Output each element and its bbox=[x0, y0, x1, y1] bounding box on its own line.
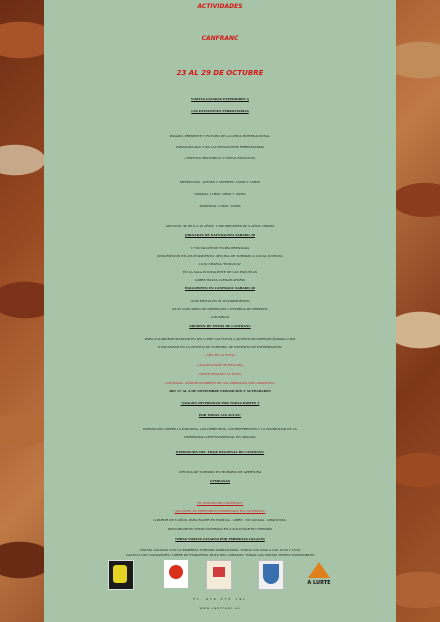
archivo-line2: O ESCANEAR EN LA OFICINA DE TURISMO, SE NECESITA DE INFORMACIÓN: bbox=[157, 345, 283, 349]
halloween-line2: 00.00 CONCURSO DE DISFRACES Y ENTREGA DE PREMIOS bbox=[172, 307, 268, 311]
archivo-line6: --OPCIONAL: AÑADIR NOMBRES DE LAS PERSONAS QUE APARECEN-- bbox=[163, 381, 277, 385]
pasado-line3: ( EDIFICIO HISTÓRICO Y NUEVA ESTACIÓN) bbox=[184, 156, 256, 160]
expo-line1: EXPOSICIÓN SOBRE LA HISTORIA, LOS DERECHOS, LOS REFERENTES Y LA VISIBILIDAD DE LA bbox=[143, 427, 297, 431]
jornadas-line3: 19:30 CHARLA "BONQUIA" bbox=[198, 262, 242, 266]
gymkanas-line1: "EL ENIGMA DE CANFRANC" bbox=[196, 501, 244, 505]
traje-title: EXPOSICIÓN DEL TRAJE REGIONAL DE CANFRANC bbox=[175, 450, 265, 454]
halloween-line3: 2:00 BINGO bbox=[210, 315, 230, 319]
expo-title2: "ARAGÓN DIVERSIDAD POR TODAS PARTES Y bbox=[180, 401, 260, 405]
footer-phone: Tl. 974 373 141 bbox=[193, 597, 247, 601]
title-actividades: ACTIVIDADES bbox=[197, 3, 243, 10]
archivo-line5: --QUIEN REALIZÓ LA FOTO-- bbox=[197, 372, 243, 376]
archivo-line4: --LUGAR DONDE SE REALIZA-- bbox=[195, 363, 245, 367]
jornadas-line2: (INSCRIPCIÓN EN AYUNTAMIENTO, OFICINA DE TURISMO O LOCAL JUVENIL) bbox=[157, 254, 283, 258]
horario-line3: DOMINGO: 11H00 -12H45 bbox=[199, 204, 241, 208]
sponsor-logos bbox=[44, 560, 396, 594]
archivo-title: ARCHIVO DE FOTOS DE CANFRANC bbox=[189, 324, 251, 328]
expo-title: DEL 27 AL 4 DE NOVIEMBRE EXPOSICIÓN Y ACTIVIDADES bbox=[169, 389, 271, 393]
jornadas-line4: EN LA SALA POLIVALENTE DE LAS ESCUELAS bbox=[182, 270, 258, 274]
pasado-line2: ZARAGOZA-PAU Y DE LAS ESTACIONES FERROVIARIAS bbox=[175, 145, 265, 149]
canfranc-crest bbox=[258, 560, 284, 590]
sponsor-logo-3 bbox=[206, 560, 232, 590]
gymkanas-line2: "JACQUES, EL PEREGRINO DESPISTADO EN CANFRANC" bbox=[174, 509, 266, 513]
jornadas-line5: (LIBRE HASTA LLENAR AFORO) bbox=[194, 278, 246, 282]
footer-web: www.canfranc.es bbox=[199, 606, 241, 610]
expo-title3: POR TODAS LAS AULAS" bbox=[198, 413, 242, 417]
precios: ADULTOS: 4€ DE 6 A 10 AÑOS: 1.50€ MENORES DE 6 AÑOS: GRATIS bbox=[165, 224, 275, 228]
traje-line1: OFICINA DE TURISMO EN HORARIO DE APERTURA bbox=[178, 470, 262, 474]
otras-line1: VISITAS GUIADAS CON LA EMPRESA TURISMO SAMIANTAMA. TODOS LOS DÍAS A LAS 10:00 Y 16:00 bbox=[139, 548, 301, 552]
jornadas-title: JORNADAS DE NATURALEZA SÁBADO 28 bbox=[185, 233, 255, 237]
title-canfranc: CANFRANC bbox=[201, 35, 239, 42]
jornadas-line1: 17:00 TALLER DE FLORA PRENSADA bbox=[190, 246, 250, 250]
gymkanas-title: GYMKANAS bbox=[209, 479, 231, 483]
halloween-title: HALLOWEEN EN CANFRANC SÁBADO 28 bbox=[184, 286, 256, 290]
sponsor-logo-2 bbox=[164, 560, 188, 588]
archivo-line3: -- AÑO DE LA FOTO-- bbox=[203, 353, 237, 357]
otras-title: OTRAS VISITAS GUIADAS POR EMPRESAS LOCALES bbox=[175, 537, 265, 541]
pasado-line1: PASADO, PRESENTE Y FUTURO DE LA LÍNEA INTERNACIONAL bbox=[169, 134, 271, 138]
title-dates: 23 AL 29 DE OCTUBRE bbox=[176, 69, 264, 77]
visitas-line1: VISITAS GUIADAS EXTERIORES A bbox=[191, 97, 249, 101]
horario-line2: SÁBADO: 11H00 12H45 Y 16H30 bbox=[194, 192, 246, 196]
mountain-icon bbox=[306, 560, 332, 580]
gymkanas-line4: DESCARGAR EN WWW.CANFRANC.ES O SOLICITAR EN TURISMO bbox=[167, 527, 273, 531]
sponsor-logo-5-label: A LURTE bbox=[307, 580, 331, 586]
horario-line1: MIÉRCOLES - JUEVES Y VIERNES: 12H45 Y 16H30 bbox=[180, 180, 260, 184]
otras-line2: CASTILLO DE CANDANCHÚ, TORRE DE FUSILEROS, RUTA DEL CORAZÓN. TODAS LAS VISITAS TIENEN DISPONIBLES bbox=[125, 553, 315, 557]
sponsor-logo-5 bbox=[306, 560, 332, 588]
poster bbox=[44, 0, 396, 622]
visitas-line2: LAS ESTACIONES FERROVIARIAS bbox=[191, 109, 249, 113]
sponsor-logo-1 bbox=[108, 560, 134, 590]
gymkanas-line3: A PARTIR DE 6 AÑOS, PARA HACER EN FAMILIA · LIBRE · NO GUIADA · GRATUITAS. bbox=[153, 518, 287, 522]
archivo-line1: PARA COLABORAR MANDAR EN JPG O PDF LAS FOTOS A JUVENTUDCANFRANC@GMAIL.COM bbox=[144, 337, 296, 341]
halloween-line1: 18:00 FIESTA EN EL POLIDEPORTIVO bbox=[190, 299, 250, 303]
expo-line2: DIVERSIDAD AFECTIVOSEXUAL EN ARAGÓN bbox=[184, 435, 256, 439]
